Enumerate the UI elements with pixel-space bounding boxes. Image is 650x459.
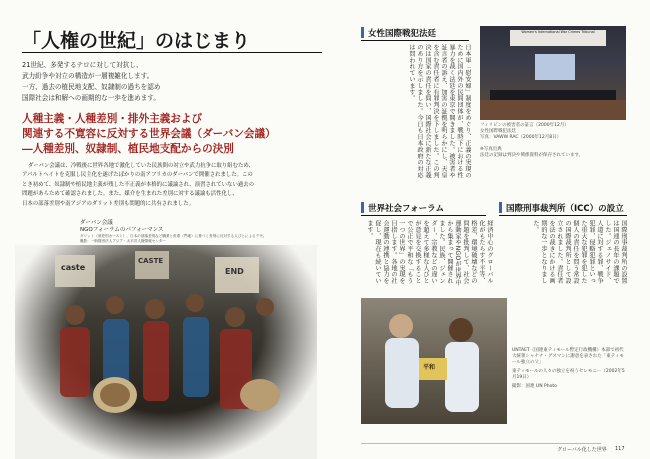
podium-screen — [535, 54, 575, 80]
body-line: アパルトヘイトを克服し民主化を遂げたばかりの南アフリカのダーバンで開催されました。この — [22, 172, 253, 179]
caption-line: 写真：VAWW RAC（2000年12月8日） — [480, 135, 562, 140]
body-line: 日本の部落差別や南アジアのダリット差別も問題的に共有されました。 — [22, 200, 195, 207]
section-title: 国際刑事裁判所（ICC）の設立 — [506, 203, 624, 214]
sign-text: CASTE — [138, 257, 164, 265]
body-line: ダーバン会議は、冷戦後に世界各地で激化していた民族間の対立や武力抗争に取り組むため、 — [28, 163, 254, 169]
intro-line: 武力紛争や対立の構造が一層複雑化します。 — [22, 72, 154, 80]
intro-line: 21世紀、多発するテロに対して対抗し、 — [22, 61, 143, 69]
section-rule — [361, 215, 486, 216]
section-bar — [361, 202, 364, 213]
icc-heading — [499, 201, 624, 214]
page-title: 「人権の世紀」のはじまり — [22, 30, 251, 52]
section-rule — [361, 40, 469, 41]
wsf-heading — [361, 201, 444, 214]
footer-rule — [361, 443, 601, 444]
durban-demonstration-photo — [15, 245, 317, 459]
untaet-caption — [512, 348, 626, 390]
sign-text: END — [225, 267, 244, 276]
wsf-text: 経済中心のグローバル化がもたらす不平等、格差、環境破壊などの問題を批判して、社会運動家やNGOが世界中から集まって開催されました。民族、ジェンダー、宗教などの違いを超えて多様な人びとが意見を交換することで公正で平和な「もう一つの世界」の実現を目指します。各地の社会運動の連携と協力を促し、現在も続いています。 — [366, 220, 493, 287]
title-rule — [22, 52, 322, 53]
caption-title: ダーバン会議 — [80, 220, 113, 226]
section-bar — [499, 202, 502, 213]
tribunal-caption — [480, 123, 626, 159]
body-line: とき初めて、奴隷制や植民地主義が残した不正義が本格的に議論され、演習されていない過去の — [22, 181, 255, 188]
caption-line: 撮影：国連 UN Photo — [512, 384, 557, 389]
crowd-illustration — [15, 245, 317, 459]
headline-line: 人種主義・人種差別・排外主義および — [22, 113, 203, 125]
page-number: 117 — [615, 446, 625, 452]
womens-tribunal-text: 日本軍「慰安婦」制度をめぐり、正義の実現のために国内外の民間団体が、戦時下における性暴力を裁く法廷を東京で開きました。被害者や証言者の訴え、加害の証拠を明らかにし、天皇を含む責任者に有罪判決を下しました。この判決は国家の責任を問い、国際社会に新たな正義のあり方を示しました。今日も日本政府の対応は問われています。 — [408, 44, 471, 179]
body-line: 問題があらためて確認されました。また、媒介を生まれた差別に対する議論も活性化し、 — [22, 191, 238, 198]
tribunal-banner: Women's International War Crimes Tribunal — [510, 30, 606, 46]
durban-caption — [80, 220, 325, 244]
womens-tribunal-heading — [361, 26, 436, 39]
stage-floor — [480, 100, 626, 120]
icc-text: 国際刑事裁判所の設置は国連の長年の課題でした。ジェノサイド、人道に対する罪、戦争犯罪、侵略犯罪といった重大な犯罪を犯した個人の責任を問う常設の国際裁判所として設立されました。責任者を法の裁きにかける画期的な一歩となりました。 — [532, 220, 627, 284]
intro-line: 一方、過去の植民地支配、奴隷制の過ちを認め — [22, 83, 161, 91]
section-title: 世界社会フォーラム — [368, 203, 444, 214]
caption-note: ※写真出典 — [480, 147, 502, 152]
section-bar — [361, 27, 364, 38]
caption-sub: NGOフォーラムのパフォーマンス — [80, 227, 164, 233]
sign-text: caste — [61, 263, 86, 272]
caption-line: UNTAET（国連東ティモール暫定行政機構）本部で初代大統領シャナナ・グスマンに謝意を表された「東ティモール独立の父」 — [512, 348, 624, 365]
podium-sign: 平和 — [423, 364, 436, 371]
footer-label: グローバル化した世界 — [557, 447, 607, 453]
caption-credit: 撮影：一般財団法人アジア・太平洋人権情報センター — [80, 239, 166, 243]
caption-credit: ダリット（被差別カースト）、日本の部落差別など職業と世系（門地）に基づく差別に反対する人びとによるデモ。 — [80, 234, 267, 238]
durban-headline — [22, 112, 322, 157]
caption-line: 女性国際戦犯法廷 — [480, 129, 516, 134]
headline-sub: ―人種差別、奴隷制、植民地支配からの決別 — [22, 143, 234, 155]
intro-text — [22, 60, 312, 104]
section-title: 女性国際戦犯法廷 — [368, 28, 437, 39]
caption-note: 法廷の記録は判決や関係資料が保存されています。 — [480, 153, 584, 158]
headline-line: 関連する不寛容に反対する世界会議（ダーバン会議） — [22, 128, 276, 140]
untaet-illustration — [361, 298, 507, 424]
durban-body — [22, 162, 322, 209]
untaet-photo — [361, 298, 507, 424]
intro-line: 国際社会は和解への画期的な一歩を進めます。 — [22, 94, 160, 102]
stage-table — [490, 90, 616, 100]
caption-line: 東ティモールの人々の独立を祝うセレモニー（2002年5月19日） — [512, 369, 625, 380]
caption-line: フィリピンの被害者の証言（2000年12月） — [480, 123, 569, 128]
section-rule — [499, 215, 627, 216]
tribunal-photo — [480, 26, 626, 120]
